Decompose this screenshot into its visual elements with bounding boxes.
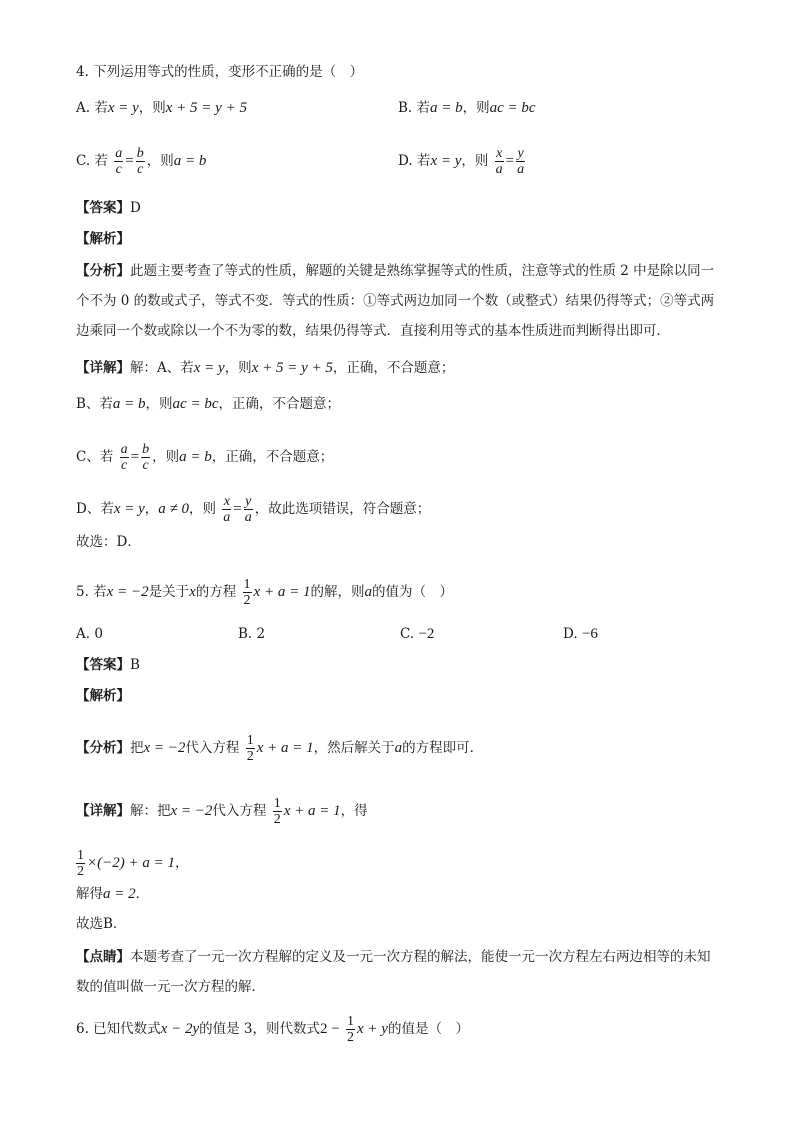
q4-stem: 4. 下列运用等式的性质，变形不正确的是（ ） (76, 64, 364, 80)
q4-option-a: A. 若x = y，则x + 5 = y + 5 (76, 100, 247, 116)
fraction: $\frac{1}{2}$ (246, 733, 254, 764)
q5-choose: 故选B． (76, 916, 127, 932)
fraction: $\frac{1}{2}$ (77, 848, 84, 879)
q5-option-c: C. −2 (400, 626, 435, 642)
q4-answer: 【答案】D (76, 200, 141, 216)
fraction: $\frac{a}{c}$ (115, 146, 123, 177)
q4-option-b: B. 若a = b，则ac = bc (398, 100, 536, 116)
q5-stem: 5. 若x = −2是关于x的方程 $\frac{1}{2}$ x + a = 1的解，则a的值为（ ） (76, 577, 453, 608)
q4-choose: 故选：D． (76, 534, 141, 550)
fraction: $\frac{x}{a}$ (495, 146, 503, 177)
fraction: $\frac{b}{c}$ (142, 442, 150, 473)
fraction: $\frac{b}{c}$ (136, 146, 144, 177)
q4-jiexi-heading: 【解析】 (76, 231, 130, 247)
q4-option-d: D. 若x = y，则 $\frac{x}{a}$ = $\frac{y}{a}$ (398, 146, 525, 177)
q4-detail-line-a: 【详解】解：A、若x = y，则x + 5 = y + 5，正确，不合题意； (76, 360, 455, 376)
fraction: $\frac{1}{2}$ (347, 1014, 355, 1045)
q5-jiexi-heading: 【解析】 (76, 688, 130, 704)
q4-detail-line-b: B、若a = b，则ac = bc，正确，不合题意； (76, 396, 340, 412)
q4-detail-line-d: D、若x = y，a ≠ 0，则 $\frac{x}{a}$ = $\frac{y}{a}$ ，故此选项错误，符合题意； (76, 494, 431, 525)
q5-solution: 解得a = 2． (76, 886, 150, 902)
q5-option-a: A. 0 (76, 626, 103, 642)
q4-analysis: 【分析】此题主要考查了等式的性质，解题的关键是熟练掌握等式的性质，注意等式的性质 2 中是除以同一个不为 0 的数或式子，等式不变．等式的性质：①等式两边加同一个数（或整式）结果仍得等式；②等式两边乘同一个数或除以一个不为零的数，结果仍得等式．直接利用等式的基本性质进而判断得出即可． (76, 263, 715, 339)
fraction: $\frac{y}{a}$ (244, 494, 252, 525)
q5-analysis: 【分析】把x = −2代入方程 $\frac{1}{2}$ x + a = 1，然后解关于a的方程即可． (76, 733, 484, 764)
q5-comment: 【点睛】本题考查了一元一次方程解的定义及一元一次方程的解法，能使一元一次方程左右两边相等的未知数的值叫做一元一次方程的解． (76, 949, 711, 995)
q4-option-c: C. 若 $\frac{a}{c}$ = $\frac{b}{c}$ ，则a = b (76, 146, 207, 177)
fraction: $\frac{x}{a}$ (223, 494, 231, 525)
q4-detail-line-c: C、若 $\frac{a}{c}$ = $\frac{b}{c}$ ，则a = b，正确，不合题意； (76, 442, 334, 473)
q5-calculation: $\frac{1}{2}$ ×(−2) + a = 1， (77, 848, 189, 879)
fraction: $\frac{y}{a}$ (517, 146, 525, 177)
q5-detail: 【详解】解：把x = −2代入方程 $\frac{1}{2}$ x + a = 1，得 (76, 796, 368, 827)
q5-option-d: D. −6 (563, 626, 598, 642)
q5-answer: 【答案】B (76, 657, 140, 673)
fraction: $\frac{a}{c}$ (120, 442, 128, 473)
fraction: $\frac{1}{2}$ (273, 796, 281, 827)
q5-option-b: B. 2 (238, 626, 266, 642)
q6-stem: 6. 已知代数式x − 2y的值是 3，则代数式2 − $\frac{1}{2}$ x + y的值是（ ） (76, 1014, 469, 1045)
fraction: $\frac{1}{2}$ (243, 577, 251, 608)
